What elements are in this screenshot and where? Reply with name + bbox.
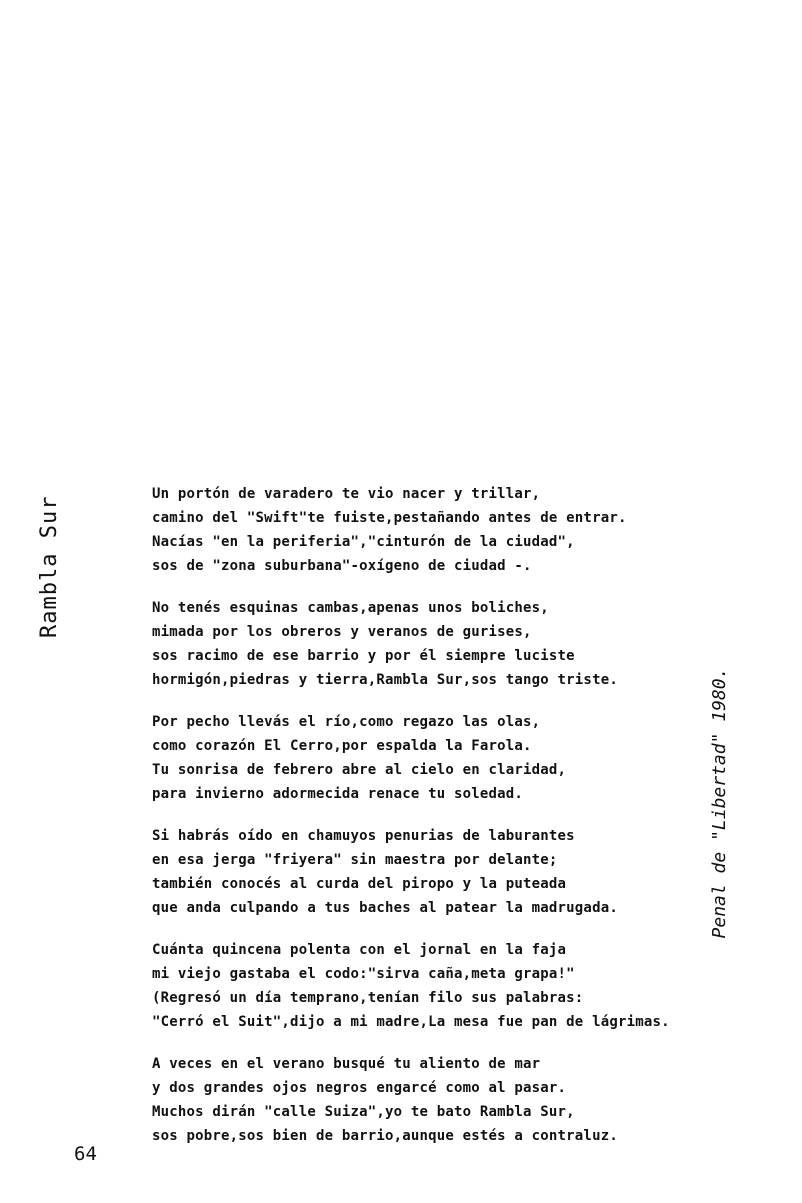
poem-line: "Cerró el Suit",dijo a mi madre,La mesa fue pan de lágrimas. bbox=[152, 1014, 670, 1030]
page-number: 64 bbox=[74, 1143, 97, 1165]
stanza-6 bbox=[152, 1052, 732, 1148]
poem-line: Tu sonrisa de febrero abre al cielo en claridad, bbox=[152, 762, 567, 778]
poem-line: sos racimo de ese barrio y por él siempre luciste bbox=[152, 648, 575, 664]
poem-line: mi viejo gastaba el codo:"sirva caña,meta grapa!" bbox=[152, 966, 575, 982]
poem-line: Por pecho llevás el río,como regazo las olas, bbox=[152, 714, 541, 730]
poem-line: Cuánta quincena polenta con el jornal en la faja bbox=[152, 942, 567, 958]
poem-line: Nacías "en la periferia","cinturón de la ciudad", bbox=[152, 534, 575, 550]
stanza-1 bbox=[152, 482, 732, 578]
poem-line: mimada por los obreros y veranos de gurises, bbox=[152, 624, 532, 640]
poem bbox=[152, 482, 732, 1166]
poem-line: sos pobre,sos bien de barrio,aunque estés a contraluz. bbox=[152, 1128, 618, 1144]
poem-line: y dos grandes ojos negros engarcé como al pasar. bbox=[152, 1080, 567, 1096]
poem-line: que anda culpando a tus baches al patear la madrugada. bbox=[152, 900, 618, 916]
author-note: Penal de "Libertad" 1980. bbox=[709, 667, 730, 939]
stanza-4 bbox=[152, 824, 732, 920]
poem-line: Muchos dirán "calle Suiza",yo te bato Rambla Sur, bbox=[152, 1104, 575, 1120]
poem-line: hormigón,piedras y tierra,Rambla Sur,sos tango triste. bbox=[152, 672, 618, 688]
poem-line: (Regresó un día temprano,tenían filo sus palabras: bbox=[152, 990, 584, 1006]
stanza-5 bbox=[152, 938, 732, 1034]
section-title: Rambla Sur bbox=[37, 495, 62, 638]
poem-line: Si habrás oído en chamuyos penurias de laburantes bbox=[152, 828, 575, 844]
poem-line: para invierno adormecida renace tu soledad. bbox=[152, 786, 524, 802]
stanza-2 bbox=[152, 596, 732, 692]
stanza-3 bbox=[152, 710, 732, 806]
poem-line: también conocés al curda del piropo y la puteada bbox=[152, 876, 567, 892]
poem-line: A veces en el verano busqué tu aliento de mar bbox=[152, 1056, 541, 1072]
poem-line: sos de "zona suburbana"-oxígeno de ciudad -. bbox=[152, 558, 532, 574]
poem-line: en esa jerga "friyera" sin maestra por delante; bbox=[152, 852, 558, 868]
poem-line: Un portón de varadero te vio nacer y trillar, bbox=[152, 486, 541, 502]
poem-line: No tenés esquinas cambas,apenas unos boliches, bbox=[152, 600, 549, 616]
poem-line: camino del "Swift"te fuiste,pestañando antes de entrar. bbox=[152, 510, 627, 526]
poem-line: como corazón El Cerro,por espalda la Farola. bbox=[152, 738, 532, 754]
